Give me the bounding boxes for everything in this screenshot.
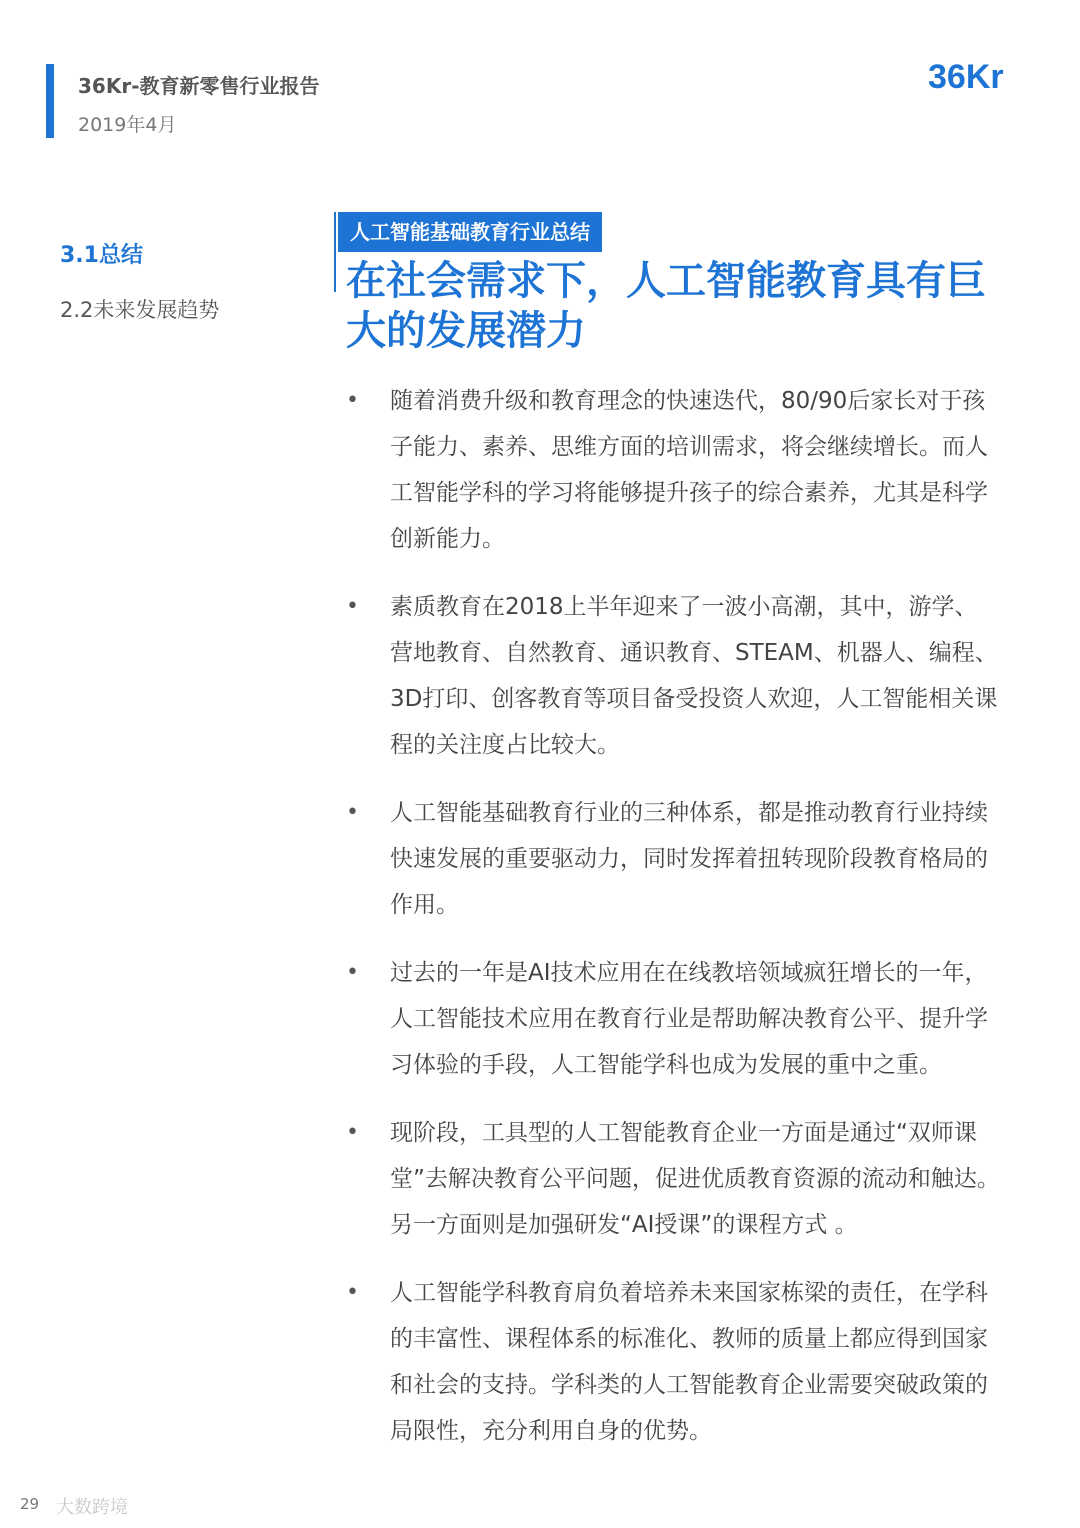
bullet-icon: • xyxy=(346,960,359,985)
report-date: 2019年4月 xyxy=(78,114,177,136)
svg-text:36Kr: 36Kr xyxy=(928,58,1004,96)
bullet-icon: • xyxy=(346,1120,359,1145)
list-item xyxy=(340,950,1000,1088)
list-item xyxy=(340,1110,1000,1248)
bullet-text: 人工智能学科教育肩负着培养未来国家栋梁的责任，在学科的丰富性、课程体系的标准化、教师的质量上都应得到国家和社会的支持。学科类的人工智能教育企业需要突破政策的局限性，充分利用自身的优势。 xyxy=(390,1280,988,1444)
bullet-icon: • xyxy=(346,594,359,619)
bullet-text: 人工智能基础教育行业的三种体系，都是推动教育行业持续快速发展的重要驱动力，同时发挥着扭转现阶段教育格局的作用。 xyxy=(390,800,988,918)
list-item xyxy=(340,1270,1000,1454)
bullet-icon: • xyxy=(346,388,359,413)
svg-text:大数跨境: 大数跨境 xyxy=(56,1497,128,1518)
report-title: 36Kr-教育新零售行业报告 xyxy=(78,74,320,98)
watermark-logo xyxy=(12,1492,152,1520)
bullet-text: 随着消费升级和教育理念的快速迭代，80/90后家长对于孩子能力、素养、思维方面的培训需求，将会继续增长。而人工智能学科的学习将能够提升孩子的综合素养，尤其是科学创新能力。 xyxy=(390,388,988,552)
list-item xyxy=(340,378,1000,562)
36kr-logo xyxy=(928,50,1044,130)
section-tag: 人工智能基础教育行业总结 xyxy=(338,212,602,252)
bullet-icon: • xyxy=(346,800,359,825)
nav-item-future-trends[interactable]: 2.2未来发展趋势 xyxy=(60,298,220,322)
section-heading: 在社会需求下，人工智能教育具有巨大的发展潜力 xyxy=(346,258,986,354)
bullet-text: 现阶段，工具型的人工智能教育企业一方面是通过“双师课堂”去解决教育公平问题，促进优质教育资源的流动和触达。另一方面则是加强研发“AI授课”的课程方式 。 xyxy=(390,1120,1000,1238)
list-item xyxy=(340,790,1000,928)
section-divider xyxy=(334,212,336,292)
nav-item-summary[interactable]: 3.1总结 xyxy=(60,243,143,268)
header-accent-bar xyxy=(46,64,54,138)
bullet-list xyxy=(340,378,1000,1476)
bullet-text: 过去的一年是AI技术应用在在线教培领域疯狂增长的一年，人工智能技术应用在教育行业是帮助解决教育公平、提升学习体验的手段，人工智能学科也成为发展的重中之重。 xyxy=(390,960,988,1078)
list-item xyxy=(340,584,1000,768)
bullet-text: 素质教育在2018上半年迎来了一波小高潮，其中，游学、营地教育、自然教育、通识教育、STEAM、机器人、编程、3D打印、创客教育等项目备受投资人欢迎，人工智能相关课程的关注度占比较大。 xyxy=(390,594,998,758)
page-number: 29 xyxy=(20,1495,40,1513)
bullet-icon: • xyxy=(346,1280,359,1305)
